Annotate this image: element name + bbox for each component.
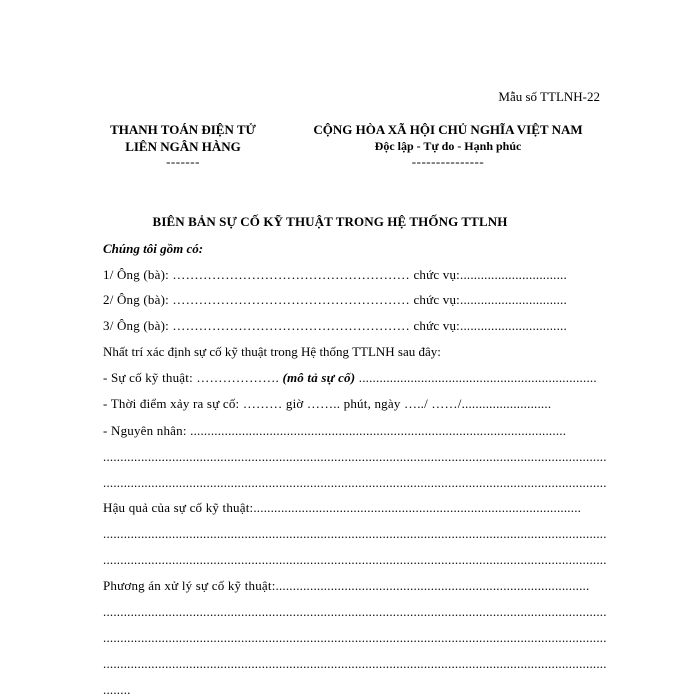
blank-line: .................................................................................................................................................. xyxy=(103,526,607,541)
blank-line-partial: ........ xyxy=(103,682,131,697)
org-name-line1: THANH TOÁN ĐIỆN TỬ xyxy=(110,122,256,137)
nation-name: CỘNG HÒA XÃ HỘI CHỦ NGHĨA VIỆT NAM xyxy=(313,122,583,137)
national-motto: Độc lập - Tự do - Hạnh phúc xyxy=(374,139,522,153)
cause-line: - Nguyên nhân: ............................................................................................................. xyxy=(103,423,567,438)
organization-header xyxy=(98,121,268,168)
agreement-line: Nhất trí xác định sự cố kỹ thuật trong Hệ thống TTLNH sau đây: xyxy=(103,344,441,359)
blank-line: .................................................................................................................................................. xyxy=(103,449,607,464)
person-1-line: 1/ Ông (bà): ……………………………………………… chức vụ:............................... xyxy=(103,267,567,282)
incident-fill: ..................................................................... xyxy=(358,370,597,385)
org-name-line2: LIÊN NGÂN HÀNG xyxy=(125,139,241,154)
person-3-line: 3/ Ông (bà): ……………………………………………… chức vụ:............................... xyxy=(103,318,567,333)
blank-line: .................................................................................................................................................. xyxy=(103,475,607,490)
org-divider: ------- xyxy=(166,154,200,169)
blank-line: .................................................................................................................................................. xyxy=(103,630,607,645)
nation-divider: --------------- xyxy=(411,154,485,169)
incident-line xyxy=(103,370,597,386)
incident-label: - Sự cố kỹ thuật: ………………. xyxy=(103,370,279,385)
blank-line: .................................................................................................................................................. xyxy=(103,552,607,567)
time-line: - Thời điểm xảy ra sự cố: ……… giờ …….. phút, ngày …../ ……/.......................... xyxy=(103,396,552,411)
consequence-line: Hậu quả của sự cố kỹ thuật:............................................................................................... xyxy=(103,500,582,515)
form-code: Mẫu số TTLNH-22 xyxy=(498,89,600,104)
plan-line: Phương án xử lý sự cố kỹ thuật:........................................................................................... xyxy=(103,578,590,593)
blank-line: .................................................................................................................................................. xyxy=(103,604,607,619)
intro-line: Chúng tôi gồm có: xyxy=(103,241,204,256)
national-header xyxy=(298,121,598,168)
person-2-line: 2/ Ông (bà): ……………………………………………… chức vụ:............................... xyxy=(103,292,567,307)
document-title: BIÊN BẢN SỰ CỐ KỸ THUẬT TRONG HỆ THỐNG TTLNH xyxy=(152,214,508,229)
incident-note: (mô tả sự cố) xyxy=(282,370,356,385)
blank-line: .................................................................................................................................................. xyxy=(103,656,607,671)
